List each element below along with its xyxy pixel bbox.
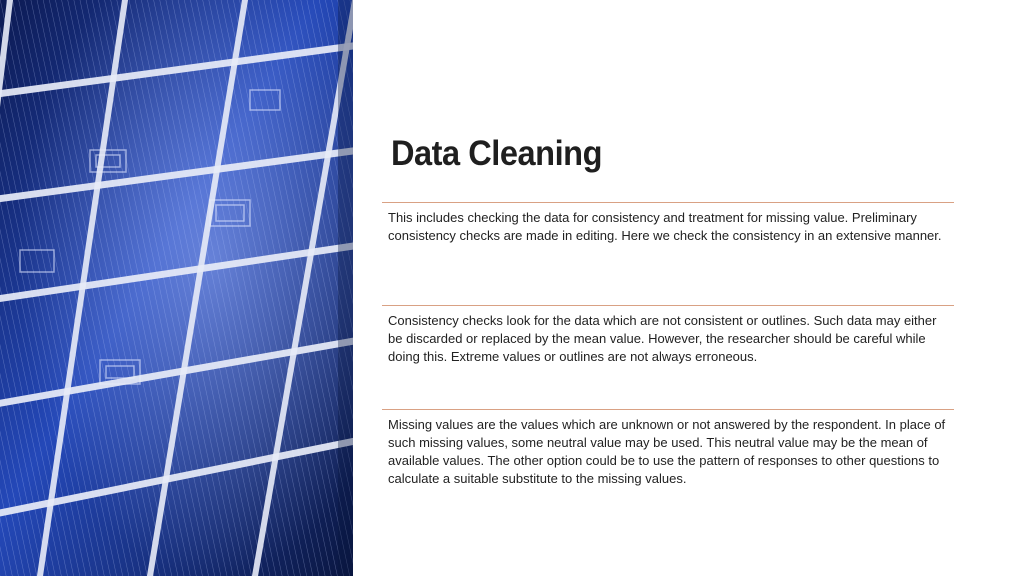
content-block-consistency [382, 202, 954, 304]
solar-panel-photo [0, 0, 353, 576]
slide-title: Data Cleaning [391, 134, 603, 173]
paragraph-consistency-checks: Consistency checks look for the data which are not consistent or outlines. Such data may either be discarded or replaced by the mean value. However, the researcher should be careful while doing this. Extreme values or outlines are not always erroneous. [388, 313, 937, 364]
content-block-checks [382, 305, 954, 409]
solar-panel-graphic [0, 0, 353, 576]
paragraph-missing-values: Missing values are the values which are unknown or not answered by the respondent. In place of such missing values, some neutral value may be used. This neutral value may be the mean of available values. The other option could be to use the pattern of responses to other questions to calculate a suitable substitute to the missing values. [388, 417, 946, 486]
content-block-missing-values [382, 409, 954, 509]
paragraph-consistency-intro: This includes checking the data for consistency and treatment for missing value. Preliminary consistency checks are made in editing. Here we check the consistency in an extensive manner. [388, 210, 942, 243]
